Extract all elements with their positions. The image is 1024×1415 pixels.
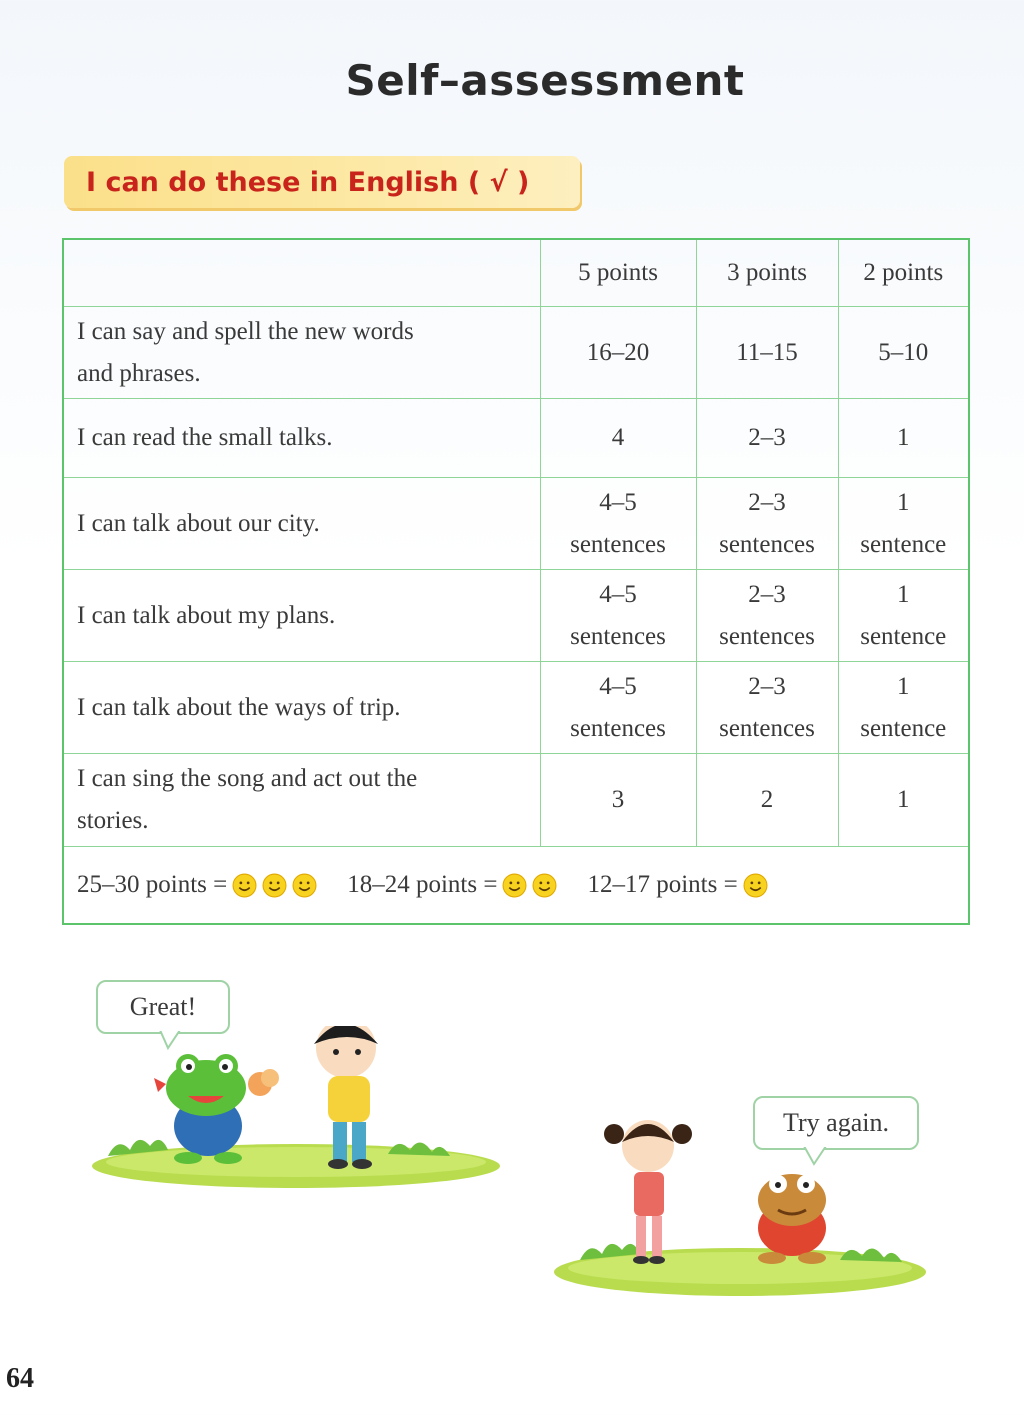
criterion-cell: [63, 570, 540, 662]
smiley-face-icon: [232, 873, 257, 898]
section-banner: [64, 156, 580, 208]
score-line: sentence: [860, 530, 947, 558]
score-cell: [540, 307, 696, 399]
score-line: sentences: [570, 622, 666, 650]
score-line: sentence: [860, 714, 947, 742]
score-line: 1: [897, 424, 910, 451]
criterion-line: stories.: [77, 807, 149, 834]
score-cell: [696, 399, 838, 478]
table-row: [63, 662, 969, 754]
score-cell: [540, 399, 696, 478]
scoring-cell: [63, 847, 969, 925]
scoring-group: [347, 871, 557, 899]
table-row: [63, 307, 969, 399]
table-row: [63, 399, 969, 478]
score-line: 2–3: [748, 424, 786, 451]
score-cell: [838, 754, 969, 847]
criterion-cell: [63, 754, 540, 847]
smiley-face-icon: [502, 873, 527, 898]
score-line: sentences: [570, 530, 666, 558]
speech-bubble-text: Great!: [129, 992, 197, 1021]
score-cell: [696, 307, 838, 399]
criterion-line: I can read the small talks.: [77, 424, 333, 451]
table-row: [63, 570, 969, 662]
score-cell: [838, 662, 969, 754]
score-cell: [696, 478, 838, 570]
criterion-line: I can talk about my plans.: [77, 601, 336, 629]
score-cell: [838, 307, 969, 399]
score-line: 11–15: [736, 338, 798, 366]
scoring-label: 18–24 points =: [347, 871, 498, 898]
score-line: 4–5: [599, 580, 637, 608]
table-header-row: [63, 239, 969, 307]
score-line: sentences: [719, 530, 815, 558]
scoring-key: [64, 871, 968, 899]
score-line: sentences: [719, 714, 815, 742]
boy-and-frog-illustration: [88, 1026, 508, 1196]
score-line: 2–3: [748, 580, 786, 608]
scoring-group: [77, 871, 317, 899]
score-cell: [696, 754, 838, 847]
scoring-label: 25–30 points =: [77, 871, 228, 898]
criterion-line: I can say and spell the new words: [77, 317, 414, 345]
score-line: 4–5: [599, 488, 637, 516]
speech-bubble-text: Try again.: [783, 1108, 889, 1137]
banner-label: I can do these in English ( √ ): [86, 166, 530, 198]
score-cell: [540, 754, 696, 847]
smiley-face-icon: [292, 873, 317, 898]
score-line: 1: [897, 488, 910, 516]
smiley-face-icon: [532, 873, 557, 898]
score-cell: [696, 570, 838, 662]
scoring-group: [587, 871, 767, 899]
criterion-line: and phrases.: [77, 359, 201, 387]
score-line: 5–10: [878, 338, 929, 366]
score-line: 16–20: [586, 338, 650, 366]
table-row: [63, 754, 969, 847]
page-number: 64: [6, 1363, 34, 1394]
criterion-cell: [63, 662, 540, 754]
score-cell: [838, 570, 969, 662]
criterion-line: I can sing the song and act out the: [77, 765, 418, 792]
header-blank-cell: [63, 239, 540, 307]
scoring-label: 12–17 points =: [587, 871, 738, 898]
criterion-cell: [63, 478, 540, 570]
score-line: sentences: [719, 622, 815, 650]
score-cell: [540, 662, 696, 754]
score-line: 1: [897, 786, 910, 813]
score-cell: [838, 399, 969, 478]
header-cell: 5 points: [540, 239, 696, 307]
smiley-face-icon: [743, 873, 768, 898]
page-title: Self–assessment: [345, 56, 745, 105]
score-cell: [838, 478, 969, 570]
score-line: 1: [897, 672, 910, 700]
score-cell: [540, 570, 696, 662]
score-line: 3: [611, 786, 625, 813]
girl-and-toad-illustration: [550, 1110, 934, 1300]
score-line: 4: [611, 424, 625, 451]
header-cell: 3 points: [696, 239, 838, 307]
score-line: 2–3: [748, 672, 786, 700]
score-line: 2–3: [748, 488, 786, 516]
score-line: 1: [897, 580, 910, 608]
header-cell: 2 points: [838, 239, 969, 307]
score-line: 4–5: [599, 672, 637, 700]
score-cell: [696, 662, 838, 754]
smiley-face-icon: [262, 873, 287, 898]
score-line: 2: [760, 786, 774, 813]
criterion-line: I can talk about the ways of trip.: [77, 693, 401, 721]
score-line: sentence: [860, 622, 947, 650]
criterion-cell: [63, 399, 540, 478]
score-line: sentences: [570, 714, 666, 742]
criterion-line: I can talk about our city.: [77, 509, 320, 537]
criterion-cell: [63, 307, 540, 399]
scoring-row: [63, 847, 969, 925]
assessment-table: [62, 238, 970, 925]
score-cell: [540, 478, 696, 570]
table-row: [63, 478, 969, 570]
